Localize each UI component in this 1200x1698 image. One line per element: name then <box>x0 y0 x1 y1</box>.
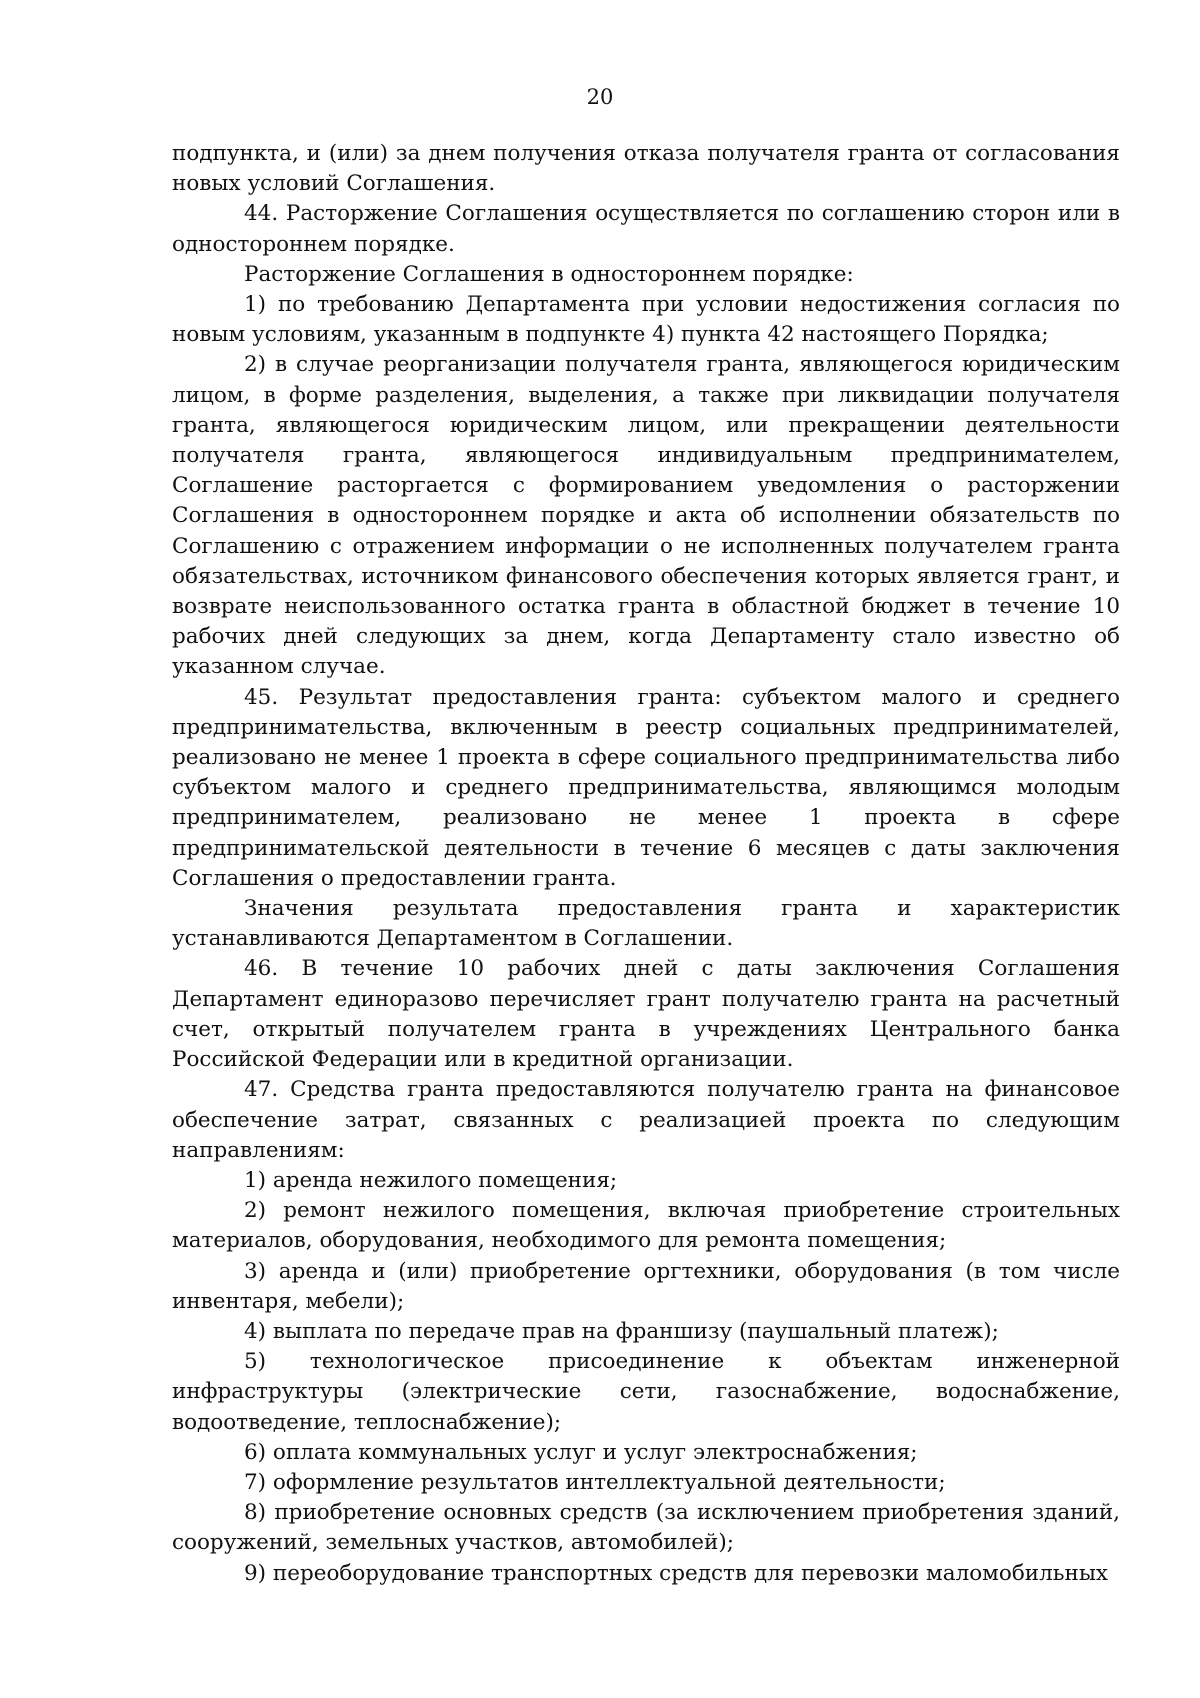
list-item-8: 8) приобретение основных средств (за исключением приобретения зданий, сооружений, земельных участков, автомобилей); <box>172 1500 1120 1556</box>
list-item-5: 5) технологическое присоединение к объектам инженерной инфраструктуры (электрические сети, газоснабжение, водоснабжение, водоотведение, теплоснабжение); <box>172 1349 1120 1435</box>
page-number: 20 <box>586 85 614 109</box>
list-item-2: 2) ремонт нежилого помещения, включая приобретение строительных материалов, оборудования, необходимого для ремонта помещения; <box>172 1198 1120 1254</box>
paragraph-item-44: 44. Расторжение Соглашения осуществляется по соглашению сторон или в одностороннем порядке. <box>172 201 1120 257</box>
paragraph-item-46: 46. В течение 10 рабочих дней с даты заключения Соглашения Департамент единоразово перечисляет грант получателю гранта на расчетный счет, открытый получателем гранта в учреждениях Центрального банка Российской Федерации или в кредитной организации. <box>172 956 1120 1073</box>
paragraph-result-values: Значения результата предоставления гранта и характеристик устанавливаются Департаментом в Соглашении. <box>172 896 1120 952</box>
paragraph-item-45: 45. Результат предоставления гранта: субъектом малого и среднего предпринимательства, включенным в реестр социальных предпринимателей, реализовано не менее 1 проекта в сфере социального предпринимательства либо субъектом малого и среднего предпринимательства, являющимся молодым предпринимателем, реализовано не менее 1 проекта в сфере предпринимательской деятельности в течение 6 месяцев с даты заключения Соглашения о предоставлении гранта. <box>172 684 1120 891</box>
list-item-9: 9) переоборудование транспортных средств для перевозки маломобильных <box>244 1560 1109 1586</box>
paragraph-continuation: подпункта, и (или) за днем получения отказа получателя гранта от согласования новых условий Соглашения. <box>172 141 1120 197</box>
list-item-3: 3) аренда и (или) приобретение оргтехники, оборудования (в том числе инвентаря, мебели); <box>172 1258 1120 1314</box>
paragraph-termination-case-1: 1) по требованию Департамента при условии недостижения согласия по новым условиям, указанным в подпункте 4) пункта 42 настоящего Порядка; <box>172 292 1120 348</box>
list-item-7: 7) оформление результатов интеллектуальной деятельности; <box>244 1469 946 1495</box>
list-item-6: 6) оплата коммунальных услуг и услуг электроснабжения; <box>244 1439 918 1465</box>
list-item-1: 1) аренда нежилого помещения; <box>244 1167 618 1193</box>
document-body <box>172 139 1120 1589</box>
list-item-4: 4) выплата по передаче прав на франшизу (паушальный платеж); <box>244 1318 999 1344</box>
paragraph-item-47: 47. Средства гранта предоставляются получателю гранта на финансовое обеспечение затрат, связанных с реализацией проекта по следующим направлениям: <box>172 1077 1120 1163</box>
paragraph-termination-case-2: 2) в случае реорганизации получателя гранта, являющегося юридическим лицом, в форме разделения, выделения, а также при ликвидации получателя гранта, являющегося юридическим лицом, или прекращении деятельности получателя гранта, являющегося индивидуальным предпринимателем, Соглашение расторгается с формированием уведомления о расторжении Соглашения в одностороннем порядке и акта об исполнении обязательств по Соглашению с отражением информации о не исполненных получателем гранта обязательствах, источником финансового обеспечения которых является грант, и возврате неиспользованного остатка гранта в областной бюджет в течение 10 рабочих дней следующих за днем, когда Департаменту стало известно об указанном случае. <box>172 352 1120 680</box>
paragraph-unilateral-termination: Расторжение Соглашения в одностороннем порядке: <box>244 261 854 287</box>
